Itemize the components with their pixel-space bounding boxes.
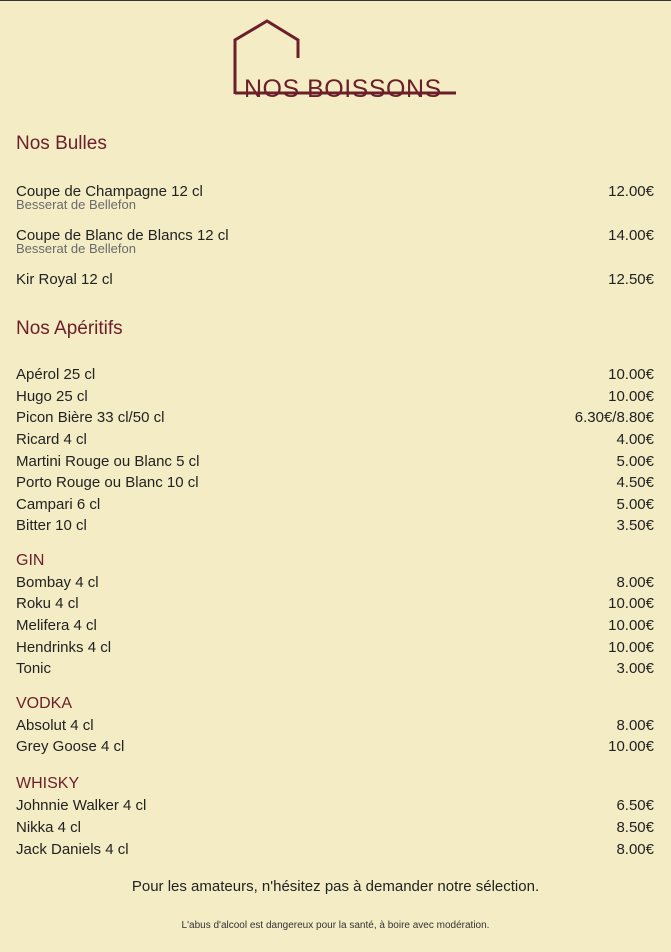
item-name: Jack Daniels 4 cl [16,841,129,858]
alcohol-warning: L'abus d'alcool est dangereux pour la santé, à boire avec modération. [181,920,490,931]
category-title-whisky: WHISKY [16,775,80,792]
item-price: 10.00€ [608,738,654,755]
item-name: Ricard 4 cl [16,431,87,448]
item-price: 8.50€ [616,819,654,836]
item-name: Bombay 4 cl [16,574,99,591]
menu-item-row [16,574,654,594]
item-name: Hendrinks 4 cl [16,639,112,656]
item-name: Picon Bière 33 cl/50 cl [16,409,165,426]
item-name: Johnnie Walker 4 cl [16,797,147,814]
item-price: 8.00€ [616,841,654,858]
item-name: Coupe de Champagne 12 cl [16,183,203,200]
menu-item-row [16,660,654,680]
menu-logo [232,18,458,103]
menu-title: NOS BOISSONS [244,75,442,103]
menu-item-row [16,738,654,758]
menu-item-row [16,183,654,212]
menu-item-row [16,431,654,451]
item-price: 10.00€ [608,366,654,383]
item-price: 10.00€ [608,617,654,634]
item-price: 10.00€ [608,388,654,405]
category-title-gin: GIN [16,552,45,569]
menu-item-row [16,617,654,637]
menu-item-row [16,366,654,386]
menu-item-row [16,496,654,516]
menu-item-row [16,841,654,861]
item-name: Martini Rouge ou Blanc 5 cl [16,453,200,470]
item-price: 10.00€ [608,639,654,656]
item-price: 4.00€ [616,431,654,448]
menu-item-row [16,819,654,839]
item-name: Tonic [16,660,52,677]
item-price: 8.00€ [616,717,654,734]
item-price: 12.00€ [608,183,654,200]
menu-item-row [16,639,654,659]
item-price: 6.30€/8.80€ [574,409,654,426]
item-price: 5.00€ [616,496,654,513]
menu-item-row [16,717,654,737]
item-name: Hugo 25 cl [16,388,88,405]
item-name: Bitter 10 cl [16,517,87,534]
menu-item-row [16,474,654,494]
item-name: Grey Goose 4 cl [16,738,125,755]
item-price: 10.00€ [608,595,654,612]
menu-item-row [16,388,654,408]
item-name: Campari 6 cl [16,496,101,513]
top-border-line [0,0,671,1]
item-name: Kir Royal 12 cl [16,271,113,288]
section-title-aperitifs: Nos Apéritifs [16,318,123,339]
item-name: Porto Rouge ou Blanc 10 cl [16,474,199,491]
item-price: 4.50€ [616,474,654,491]
item-name: Coupe de Blanc de Blancs 12 cl [16,227,229,244]
item-name: Apérol 25 cl [16,366,96,383]
item-subtitle: Besserat de Bellefon [16,241,136,256]
section-title-bulles: Nos Bulles [16,133,107,154]
menu-item-row [16,517,654,537]
item-name: Roku 4 cl [16,595,79,612]
item-price: 5.00€ [616,453,654,470]
item-price: 6.50€ [616,797,654,814]
menu-item-row [16,797,654,817]
menu-item-row [16,453,654,473]
menu-item-row [16,227,654,256]
menu-item-row [16,595,654,615]
item-name: Melifera 4 cl [16,617,97,634]
item-subtitle: Besserat de Bellefon [16,197,136,212]
category-title-vodka: VODKA [16,695,73,712]
item-name: Absolut 4 cl [16,717,94,734]
item-price: 3.50€ [616,517,654,534]
menu-item-row [16,409,654,429]
item-name: Nikka 4 cl [16,819,82,836]
item-price: 3.00€ [616,660,654,677]
selection-note: Pour les amateurs, n'hésitez pas à demander notre sélection. [131,878,540,895]
menu-item-row [16,271,654,291]
item-price: 12.50€ [608,271,654,288]
item-price: 14.00€ [608,227,654,244]
item-price: 8.00€ [616,574,654,591]
